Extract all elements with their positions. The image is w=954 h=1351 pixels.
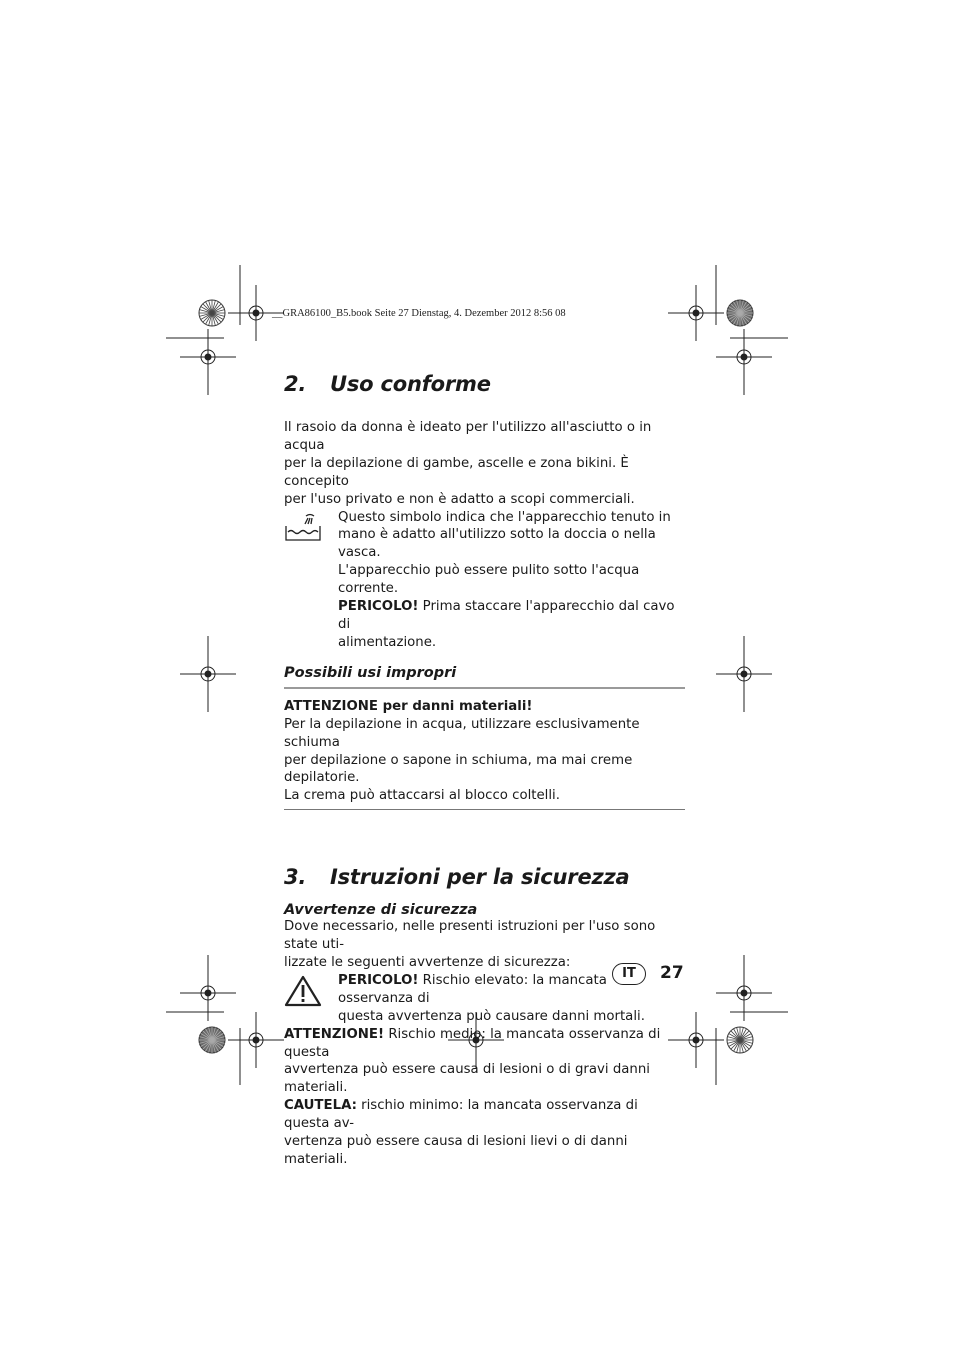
misuse-heading: Possibili usi impropri xyxy=(284,664,457,681)
section-3-intro: Dove necessario, nelle presenti istruzioni per l'uso sono state uti- lizzate le seguenti avvertenze di sicurezza: xyxy=(284,919,656,971)
intro-line: per la depilazione di gambe, ascelle e zona bikini. È concepito xyxy=(284,455,629,489)
language-badge: IT xyxy=(612,963,646,985)
section-3-number: 3. xyxy=(284,865,307,890)
attention-label: ATTENZIONE! xyxy=(284,1026,385,1042)
caution-label: CAUTELA: xyxy=(284,1098,357,1114)
print-header-line: __GRA86100_B5.book Seite 27 Dienstag, 4. Dezember 2012 8:56 08 xyxy=(272,308,566,319)
section-2-title: Uso conforme xyxy=(330,372,491,396)
shower-symbol-text: Questo simbolo indica che l'apparecchio tenuto in mano è adatto all'utilizzo sotto la doccia o nella vasca. L'apparecchio può essere pulito sotto l'acqua corrente. PERICOLO! Prima staccare l'apparecchio dal cavo di alimentazione. xyxy=(338,509,675,650)
section-2-number: 2. xyxy=(284,372,307,396)
page-content xyxy=(284,372,685,1169)
danger-text: PERICOLO! Rischio elevato: la mancata osservanza di questa avvertenza può causare danni mortali. xyxy=(338,972,645,1024)
shower-symbol-note xyxy=(284,509,685,652)
misuse-warning: ATTENZIONE per danni materiali! Per la depilazione in acqua, utilizzare esclusivamente schiuma per depilazione o sapone in schiuma, ma mai creme depilatorie. La crema può attaccarsi al blocco coltelli. xyxy=(284,698,640,804)
danger-label: PERICOLO! xyxy=(338,599,419,615)
page-number: 27 xyxy=(660,963,684,983)
misuse-warning-label: ATTENZIONE per danni materiali! xyxy=(284,698,533,714)
intro-line: Il rasoio da donna è ideato per l'utilizzo all'asciutto o in acqua xyxy=(284,420,652,453)
safety-warnings-heading: Avvertenze di sicurezza xyxy=(284,902,478,919)
section-2-intro xyxy=(284,419,685,509)
section-2-heading xyxy=(284,372,685,396)
attention-and-caution-text: ATTENZIONE! Rischio medio: la mancata osservanza di questa avvertenza può essere causa di lesioni o di gravi danni materiali. CAUTELA: rischio minimo: la mancata osservanza di questa av- vertenza può essere causa di lesioni lievi o di danni materiali. xyxy=(284,1026,661,1167)
intro-line: per l'uso privato e non è adatto a scopi commerciali. xyxy=(284,491,635,507)
warning-triangle-icon xyxy=(284,975,322,1007)
section-3-title: Istruzioni per la sicurezza xyxy=(330,865,630,890)
shower-bath-icon xyxy=(284,512,324,544)
section-3-heading xyxy=(284,865,685,889)
